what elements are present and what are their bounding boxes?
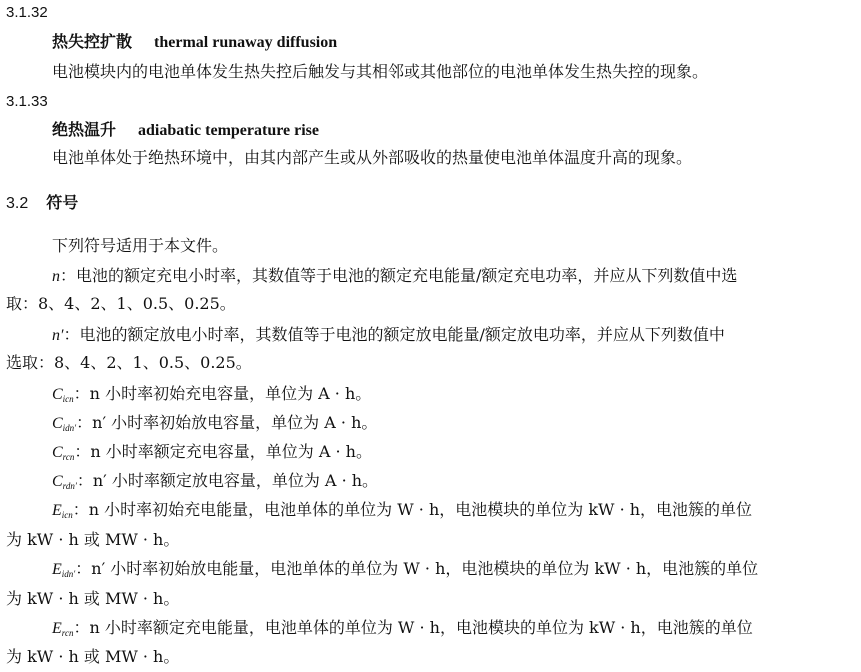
term-3-1-32 bbox=[52, 32, 337, 53]
section-intro: 下列符号适用于本文件。 bbox=[52, 236, 229, 255]
symbol: n′ bbox=[52, 327, 64, 344]
symbol: C bbox=[52, 386, 63, 403]
symbol-desc: ：n 小时率初始充电容量，单位为 A · h。 bbox=[73, 384, 372, 403]
symbol-item bbox=[52, 413, 377, 438]
symbol-item bbox=[52, 500, 752, 525]
clause-number-3-1-33: 3.1.33 bbox=[6, 93, 48, 110]
definition-3-1-32: 电池模块内的电池单体发生热失控后触发与其相邻或其他部位的电池单体发生热失控的现象。 bbox=[52, 62, 709, 81]
term-3-1-33 bbox=[52, 120, 319, 141]
symbol-item bbox=[52, 266, 737, 287]
symbol-subscript: rcn bbox=[62, 452, 75, 462]
section-heading-3-2 bbox=[6, 193, 78, 214]
symbol: C bbox=[52, 415, 63, 432]
section-number: 3.2 bbox=[6, 195, 29, 212]
symbol-desc-continuation: 为 kW · h 或 MW · h。 bbox=[6, 530, 180, 549]
symbol-desc-continuation: 为 kW · h 或 MW · h。 bbox=[6, 647, 180, 666]
symbol-subscript: rdn′ bbox=[62, 481, 77, 491]
symbol: E bbox=[52, 561, 62, 578]
symbol-item bbox=[52, 618, 753, 643]
symbol-subscript: icn bbox=[62, 394, 74, 404]
symbol-subscript: icn bbox=[61, 510, 73, 520]
symbol-desc: ：电池的额定充电小时率，其数值等于电池的额定充电能量/额定充电功率，并应从下列数值中选 bbox=[60, 266, 738, 285]
symbol-item bbox=[52, 442, 372, 467]
symbol-subscript: idn′ bbox=[62, 423, 77, 433]
term-en-3-1-32: thermal runaway diffusion bbox=[154, 34, 338, 51]
term-zh-3-1-32: 热失控扩散 bbox=[52, 32, 133, 51]
symbol: E bbox=[52, 502, 62, 519]
symbol-desc: ：n′ 小时率初始放电能量，电池单体的单位为 W · h，电池模块的单位为 kW · h，电池簇的单位 bbox=[75, 559, 759, 578]
symbol-desc: ：n 小时率额定充电能量，电池单体的单位为 W · h，电池模块的单位为 kW · h，电池簇的单位 bbox=[73, 618, 753, 637]
symbol-subscript: rcn bbox=[61, 628, 74, 638]
symbol-desc-continuation: 取：8、4、2、1、0.5、0.25。 bbox=[6, 294, 236, 313]
section-title: 符号 bbox=[46, 193, 79, 212]
symbol-desc-continuation: 选取：8、4、2、1、0.5、0.25。 bbox=[6, 353, 252, 372]
symbol-desc: ：n 小时率额定充电容量，单位为 A · h。 bbox=[74, 442, 372, 461]
term-en-3-1-33: adiabatic temperature rise bbox=[138, 122, 320, 139]
symbol-item bbox=[52, 384, 371, 409]
symbol: n bbox=[52, 268, 60, 285]
definition-3-1-33: 电池单体处于绝热环境中，由其内部产生或从外部吸收的热量使电池单体温度升高的现象。 bbox=[52, 148, 693, 167]
symbol-item bbox=[52, 471, 378, 496]
symbol-desc-continuation: 为 kW · h 或 MW · h。 bbox=[6, 589, 180, 608]
symbol-desc: ：n′ 小时率初始放电容量，单位为 A · h。 bbox=[76, 413, 378, 432]
clause-number-3-1-32: 3.1.32 bbox=[6, 4, 48, 21]
symbol: C bbox=[52, 444, 63, 461]
term-zh-3-1-33: 绝热温升 bbox=[52, 120, 117, 139]
symbol-desc: ：n′ 小时率额定放电容量，单位为 A · h。 bbox=[76, 471, 379, 490]
symbol: E bbox=[52, 620, 62, 637]
symbol: C bbox=[52, 473, 63, 490]
symbol-desc: ：n 小时率初始充电能量，电池单体的单位为 W · h，电池模块的单位为 kW · h，电池簇的单位 bbox=[72, 500, 753, 519]
symbol-subscript: idn′ bbox=[61, 569, 76, 579]
symbol-desc: ：电池的额定放电小时率，其数值等于电池的额定放电能量/额定放电功率，并应从下列数值中 bbox=[63, 325, 725, 344]
symbol-item bbox=[52, 325, 725, 346]
symbol-item bbox=[52, 559, 758, 584]
